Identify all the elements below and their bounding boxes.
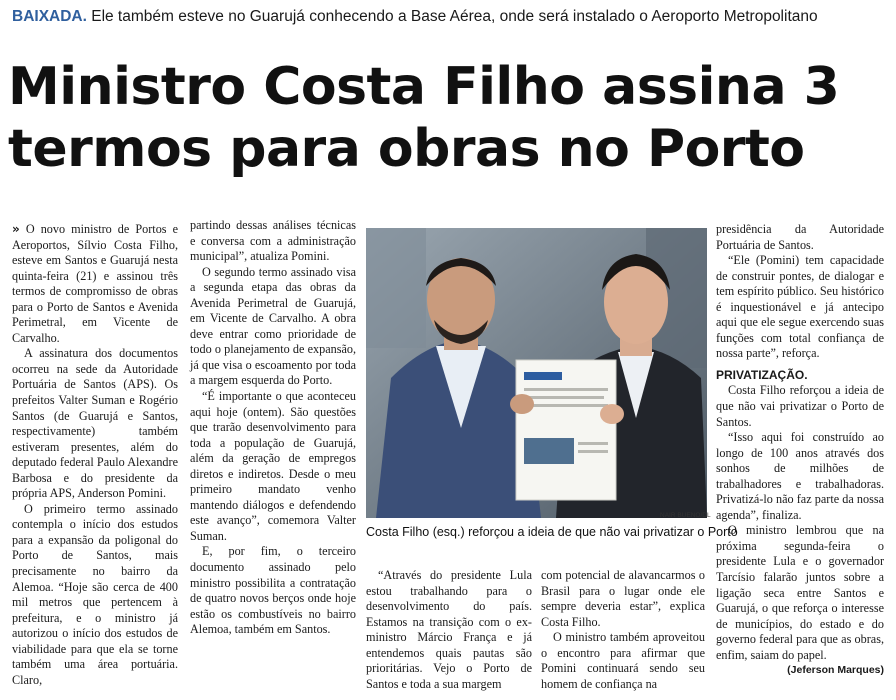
paragraph: O segundo termo assinado visa a segunda etapa das obras da Avenida Perimetral de Guarujá, em Vicente de Carvalho. A obra deve entrar como prioridade de todo o planejamento de expansão, já que visa o escoamento por toda a margem esquerda do Porto. (190, 264, 356, 388)
subheading: PRIVATIZAÇÃO. (716, 367, 808, 382)
paragraph: “Através do presidente Lula estou trabalhando para o desenvolvimento do país. Estamos na transição com o ex-ministro Márcio França e já entendemos quais pautas são prioritárias. Vejo o Porto de Santos e toda a sua margem (366, 568, 532, 691)
photo-caption: Costa Filho (esq.) reforçou a ideia de que não vai privatizar o Porto (366, 525, 738, 539)
paragraph: “Isso aqui foi construído ao longo de 100 anos através dos sonhos de milhões de trabalhadores e trabalhadoras. Privatizá-lo não faz parte da nossa agenda”, finaliza. (716, 430, 884, 522)
paragraph: “Ele (Pomini) tem capacidade de construir pontes, de dialogar e tem espírito público. Seu histórico é inquestionável e já antecipo aqui que ele segue exercendo suas funções com total confiança de nossa parte”, reforça. (716, 253, 884, 361)
section-tag: BAIXADA. (12, 8, 87, 25)
paragraph: “É importante o que aconteceu aqui hoje (ontem). São questões que trarão desenvolvimento para toda a população de Guarujá, além da geração de empregos diretos e indiretos. Desde o meu primeiro mandato venho mantendo diálogos e defendendo este avanço”, comemora Valter Suman. (190, 389, 356, 543)
paragraph: presidência da Autoridade Portuária de Santos. (716, 222, 884, 252)
kicker (12, 8, 818, 26)
article-column-2 (190, 218, 356, 638)
paragraph: E, por fim, o terceiro documento assinado pelo ministro possibilita a contratação de quatro novos berços onde hoje estão os combustíveis no bairro Alemoa, também em Santos. (190, 544, 356, 637)
photo-credit: NAIR BUENO/DL (660, 512, 711, 519)
paragraph: Costa Filho reforçou a ideia de que não vai privatizar o Porto de Santos. (716, 383, 884, 429)
article-column-1 (12, 222, 178, 688)
article-column-5 (716, 222, 884, 679)
paragraph: O ministro também aproveitou o encontro para afirmar que Pomini continuará sendo seu homem de confiança na (541, 630, 705, 691)
article-column-4 (541, 568, 705, 692)
paragraph: » O novo ministro de Portos e Aeroportos, Sílvio Costa Filho, esteve em Santos e Guarujá nesta quinta-feira (21) e assinou três termos de compromisso de obras para o Porto de Santos e Avenida Perimetral, em Vicente de Carvalho. (12, 222, 178, 345)
headline: Ministro Costa Filho assina 3 termos para obras no Porto (8, 57, 840, 179)
paragraph: A assinatura dos documentos ocorreu na sede da Autoridade Portuária de Santos (APS). Os prefeitos Valter Suman e Rogério Santos (de Guarujá e Santos, respectivamente) também estiveram presentes, além do deputado federal Paulo Alexandre Barbosa e do presidente da própria APS, Anderson Pomini. (12, 346, 178, 501)
kicker-text: Ele também esteve no Guarujá conhecendo a Base Aérea, onde será instalado o Aeroporto Metropolitano (86, 8, 818, 25)
paragraph: com potencial de alavancarmos o Brasil para o lugar onde ele sempre deveria estar”, explica Costa Filho. (541, 568, 705, 629)
paragraph: partindo dessas análises técnicas e conversa com a administração municipal”, atualiza Pomini. (190, 218, 356, 264)
paragraph: O ministro lembrou que na próxima segunda-feira o presidente Lula e o governador Tarcísio falarão juntos sobre a ligação seca entre Santos e Guarujá, o que reforça o interesse de municípios, do estado e do governo federal para que as obras, enfim, saiam do papel. (716, 523, 884, 662)
photo-illustration (366, 228, 707, 518)
article-column-3 (366, 568, 532, 692)
paragraph: O primeiro termo assinado contempla o início dos estudos para a expansão da poligonal do Porto de Santos, mais precisamente no bairro da Alemoa. “Hoje são cerca de 400 mil metros que pertencem à prefeitura, e o ministro já autorizou o início dos estudos de viabilidade para que ela se torne também uma área portuária. Claro, (12, 501, 178, 687)
start-mark: » (12, 222, 20, 236)
byline: (Jeferson Marques) (787, 664, 884, 677)
news-photo (366, 228, 707, 518)
